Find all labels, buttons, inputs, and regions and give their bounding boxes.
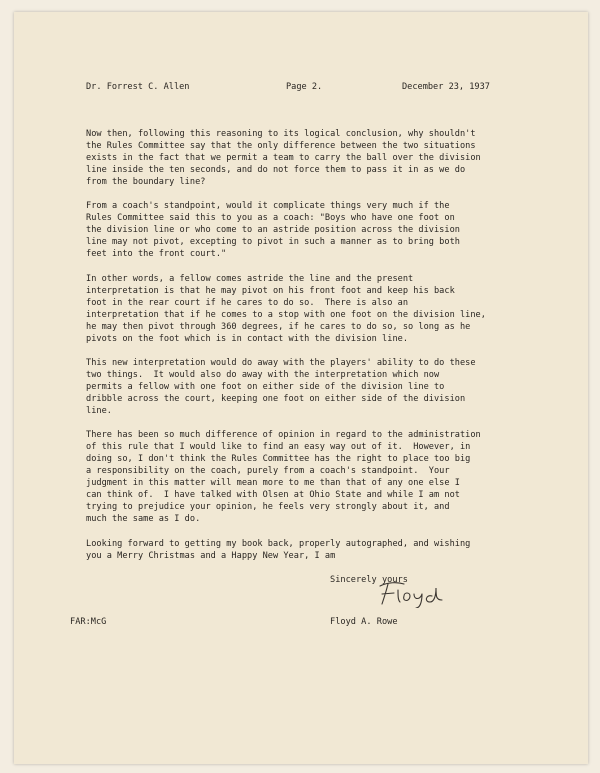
body-line: can think of. I have talked with Olsen at Ohio State and while I am not [86,490,460,500]
page-number: Page 2. [286,82,323,92]
body-line: interpretation is that he may pivot on his front foot and keep his back [86,286,455,296]
body-line: he may then pivot through 360 degrees, if he cares to do so, so long as he [86,322,471,332]
letter-date: December 23, 1937 [402,82,490,92]
body-line: interpretation that if he comes to a stop with one foot on the division line, [86,310,486,320]
signer-name: Floyd A. Rowe [330,617,398,627]
body-line: of this rule that I would like to find an easy way out of it. However, in [86,442,471,452]
body-line: you a Merry Christmas and a Happy New Year, I am [86,551,336,561]
body-line: Looking forward to getting my book back, properly autographed, and wishing [86,539,471,549]
body-line: line inside the ten seconds, and do not force them to pass it in as we do [86,165,466,175]
body-line: trying to prejudice your opinion, he feels very strongly about it, and [86,502,450,512]
recipient-header: Dr. Forrest C. Allen [86,82,190,92]
body-line: pivots on the foot which is in contact with the division line. [86,334,409,344]
body-line: exists in the fact that we permit a team to carry the ball over the division [86,153,481,163]
handwritten-signature [374,578,454,608]
body-line: Now then, following this reasoning to its logical conclusion, why shouldn't [86,129,476,139]
body-line: From a coach's standpoint, would it complicate things very much if the [86,201,450,211]
body-line: There has been so much difference of opinion in regard to the administration [86,430,481,440]
body-line: feet into the front court." [86,249,227,259]
letter-page [14,12,588,764]
body-line: much the same as I do. [86,514,201,524]
body-line: the division line or who come to an astride position across the division [86,225,460,235]
body-line: doing so, I don't think the Rules Committee has the right to place too big [86,454,471,464]
body-line: from the boundary line? [86,177,206,187]
body-line: In other words, a fellow comes astride the line and the present [86,274,414,284]
body-line: line may not pivot, excepting to pivot in such a manner as to bring both [86,237,460,247]
body-line: judgment in this matter will mean more to me than that of any one else I [86,478,460,488]
body-line: This new interpretation would do away with the players' ability to do these [86,358,476,368]
body-line: permits a fellow with one foot on either side of the division line to [86,382,445,392]
body-line: Rules Committee said this to you as a coach: "Boys who have one foot on [86,213,455,223]
closing: Sincerely yours [330,575,408,585]
typist-initials: FAR:McG [70,617,107,627]
body-line: foot in the rear court if he cares to do so. There is also an [86,298,409,308]
body-line: the Rules Committee say that the only difference between the two situations [86,141,476,151]
body-line: line. [86,406,112,416]
body-line: two things. It would also do away with the interpretation which now [86,370,440,380]
body-line: dribble across the court, keeping one foot on either side of the division [86,394,466,404]
body-line: a responsibility on the coach, purely from a coach's standpoint. Your [86,466,450,476]
